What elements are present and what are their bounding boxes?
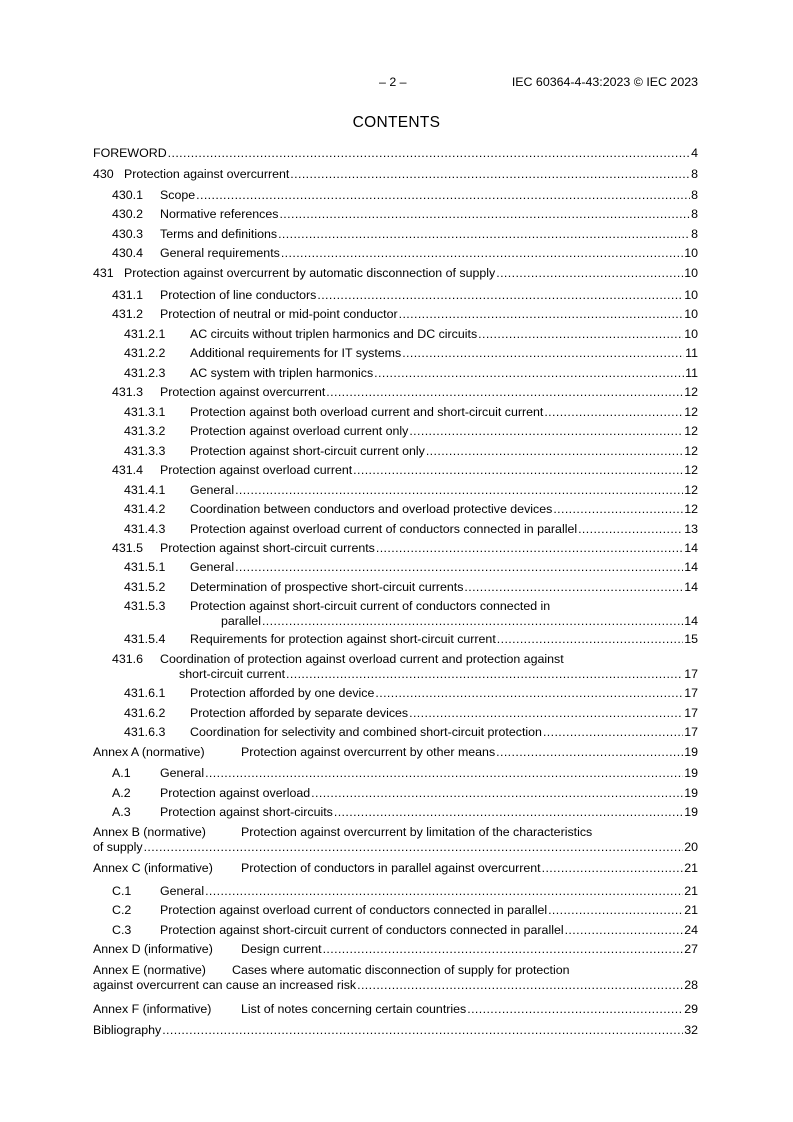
toc-entry-number: Annex A (normative) — [93, 745, 205, 759]
dot-leader — [334, 805, 683, 820]
dot-leader — [262, 614, 683, 629]
toc-entry-number: 431.1 — [112, 288, 144, 302]
toc-entry-number: Annex D (informative) — [93, 942, 213, 956]
toc-entry-title-continued: of supply — [93, 840, 143, 854]
toc-entry-page: 19 — [684, 786, 698, 800]
toc-entry-number: 431.4.1 — [124, 483, 166, 497]
dot-leader — [375, 686, 683, 701]
toc-entry-number: 431.2 — [112, 307, 144, 321]
toc-entry-number: 431.6.3 — [124, 725, 166, 739]
toc-entry-page: 17 — [684, 706, 698, 720]
document-identifier: IEC 60364-4-43:2023 © IEC 2023 — [511, 75, 698, 89]
toc-entry-number: 430.1 — [112, 188, 144, 202]
toc-entry-title: Protection against short-circuit currents — [160, 541, 375, 555]
toc-entry-page: 19 — [684, 766, 698, 780]
toc-entry-title: Design current — [241, 942, 322, 956]
toc-entry-page: 10 — [684, 307, 698, 321]
toc-entry[interactable] — [93, 405, 698, 420]
toc-entry[interactable] — [93, 444, 698, 459]
toc-entry-page: 14 — [684, 541, 698, 555]
dot-leader — [278, 227, 690, 242]
toc-entry-number: 431.5.2 — [124, 580, 166, 594]
toc-entry-title: Terms and definitions — [160, 227, 278, 241]
toc-entry-title: Protection of conductors in parallel against overcurrent — [241, 861, 541, 875]
toc-entry-number: A.1 — [112, 766, 131, 780]
dot-leader — [553, 502, 683, 517]
toc-entry[interactable] — [93, 327, 698, 342]
toc-entry[interactable] — [93, 483, 698, 498]
toc-entry-page: 8 — [691, 167, 698, 181]
dot-leader — [497, 632, 683, 647]
toc-entry-page: 11 — [685, 366, 698, 380]
toc-entry[interactable] — [93, 502, 698, 517]
toc-entry-title: Protection against short-circuit current of conductors connected in — [190, 599, 551, 613]
toc-entry-page: 17 — [684, 725, 698, 739]
toc-entry-number: C.2 — [112, 903, 132, 917]
dot-leader — [467, 1002, 683, 1017]
toc-entry-number: 430.4 — [112, 246, 144, 260]
toc-entry-page: 13 — [684, 522, 698, 536]
page-header — [93, 75, 698, 93]
toc-entry-page: 17 — [684, 686, 698, 700]
toc-entry[interactable] — [93, 188, 698, 203]
toc-entry-page: 12 — [684, 444, 698, 458]
toc-entry[interactable] — [93, 346, 698, 361]
toc-entry-title: Protection against both overload current and short-circuit current — [190, 405, 544, 419]
toc-entry-number: 431.3.3 — [124, 444, 166, 458]
toc-entry[interactable] — [93, 923, 698, 938]
toc-entry-page: 10 — [684, 266, 698, 280]
toc-entry-page: 10 — [684, 246, 698, 260]
toc-entry-title: Protection afforded by one device — [190, 686, 375, 700]
toc-entry-title: Protection against overload — [160, 786, 311, 800]
dot-leader — [353, 463, 683, 478]
toc-entry-title: Requirements for protection against short-circuit current — [190, 632, 496, 646]
toc-entry-title: Protection of neutral or mid-point conductor — [160, 307, 398, 321]
dot-leader — [205, 766, 683, 781]
page-number: – 2 – — [379, 75, 407, 89]
toc-entry-page: 4 — [691, 146, 698, 160]
toc-entry-page: 14 — [684, 580, 698, 594]
toc-entry-page: 17 — [684, 667, 698, 681]
toc-entry-title: Protection against overcurrent — [124, 167, 290, 181]
toc-entry-number: 431.5 — [112, 541, 144, 555]
toc-entry-page: 32 — [684, 1023, 698, 1037]
toc-entry[interactable] — [93, 963, 698, 993]
toc-entry-page: 19 — [684, 805, 698, 819]
toc-entry-title: Cases where automatic disconnection of supply for protection — [232, 963, 570, 977]
toc-entry-number: 431.3.2 — [124, 424, 166, 438]
toc-entry[interactable] — [93, 1002, 698, 1017]
toc-entry-title: Protection of line conductors — [160, 288, 317, 302]
toc-entry-title: Protection against overload current of conductors connected in parallel — [160, 903, 548, 917]
toc-entry[interactable] — [93, 1023, 698, 1038]
toc-entry-title: Protection against overcurrent by automatic disconnection of supply — [124, 266, 496, 280]
toc-entry-page: 21 — [684, 861, 698, 875]
toc-entry-page: 12 — [684, 463, 698, 477]
toc-entry[interactable] — [93, 227, 698, 242]
toc-entry-number: Annex C (informative) — [93, 861, 213, 875]
toc-entry[interactable] — [93, 725, 698, 740]
toc-entry-title: Protection against short-circuit current only — [190, 444, 425, 458]
toc-entry-title-continued: short-circuit current — [179, 667, 286, 681]
dot-leader — [326, 385, 683, 400]
dot-leader — [235, 483, 683, 498]
toc-entry-title: Protection afforded by separate devices — [190, 706, 409, 720]
toc-entry-page: 12 — [684, 483, 698, 497]
toc-entry-number: A.3 — [112, 805, 131, 819]
toc-entry[interactable] — [93, 632, 698, 647]
toc-entry-number: 431.4.2 — [124, 502, 166, 516]
toc-entry-number: C.3 — [112, 923, 132, 937]
toc-entry[interactable] — [93, 167, 698, 182]
toc-entry-title: AC system with triplen harmonics — [190, 366, 374, 380]
dot-leader — [464, 580, 683, 595]
toc-entry-title: Coordination between conductors and overload protective devices — [190, 502, 553, 516]
toc-entry-title: General — [160, 884, 205, 898]
toc-entry[interactable] — [93, 560, 698, 575]
toc-entry-title: General — [190, 483, 235, 497]
toc-entry-title: Protection against overcurrent by limitation of the characteristics — [241, 825, 593, 839]
toc-entry[interactable] — [93, 366, 698, 381]
toc-entry[interactable] — [93, 385, 698, 400]
toc-entry-first-line — [93, 963, 698, 978]
toc-entry[interactable] — [93, 786, 698, 801]
toc-entry-first-line — [93, 599, 698, 614]
toc-entry-number: 431.3.1 — [124, 405, 166, 419]
toc-entry-number: 431.4.3 — [124, 522, 166, 536]
toc-entry-page: 19 — [684, 745, 698, 759]
toc-entry-title: Protection against overload current — [160, 463, 353, 477]
dot-leader — [409, 706, 683, 721]
toc-entry[interactable] — [93, 599, 698, 629]
toc-entry-page: 8 — [691, 227, 698, 241]
toc-entry[interactable] — [93, 942, 698, 957]
toc-entry-number: A.2 — [112, 786, 131, 800]
toc-entry[interactable] — [93, 522, 698, 537]
dot-leader — [323, 942, 684, 957]
toc-entry-title: Scope — [160, 188, 196, 202]
toc-entry-number: 431.5.3 — [124, 599, 166, 613]
dot-leader — [286, 667, 683, 682]
toc-entry[interactable] — [93, 861, 698, 876]
toc-entry-page: 8 — [691, 207, 698, 221]
toc-entry-page: 21 — [684, 884, 698, 898]
dot-leader — [317, 288, 683, 303]
toc-entry-title-continued: against overcurrent can cause an increased risk — [93, 978, 357, 992]
dot-leader — [376, 541, 683, 556]
toc-entry-first-line — [93, 652, 698, 667]
toc-entry[interactable] — [93, 424, 698, 439]
dot-leader — [168, 146, 690, 161]
dot-leader — [162, 1023, 683, 1038]
dot-leader — [496, 745, 683, 760]
toc-entry-number: 431.6.1 — [124, 686, 166, 700]
toc-entry-title: Determination of prospective short-circuit currents — [190, 580, 464, 594]
toc-entry-title: Bibliography — [93, 1023, 162, 1037]
dot-leader — [281, 246, 683, 261]
dot-leader — [374, 366, 684, 381]
toc-entry-title: Protection against overcurrent — [160, 385, 326, 399]
toc-entry-number: 431.3 — [112, 385, 144, 399]
toc-entry-title: General — [190, 560, 235, 574]
toc-entry-number: 431.2.2 — [124, 346, 166, 360]
toc-entry-number: 431.6 — [112, 652, 144, 666]
toc-entry[interactable] — [93, 686, 698, 701]
toc-entry[interactable] — [93, 825, 698, 855]
toc-entry[interactable] — [93, 652, 698, 682]
toc-entry-number: 430.2 — [112, 207, 144, 221]
toc-entry[interactable] — [93, 766, 698, 781]
toc-entry-number: 431.5.4 — [124, 632, 166, 646]
toc-entry-page: 28 — [684, 978, 698, 992]
dot-leader — [357, 978, 683, 993]
toc-entry-page: 21 — [684, 903, 698, 917]
toc-entry-title: FOREWORD — [93, 146, 167, 160]
toc-entry-title: Protection against short-circuits — [160, 805, 333, 819]
dot-leader — [478, 327, 683, 342]
toc-entry-page: 11 — [685, 346, 698, 360]
toc-entry-title: Protection against short-circuit current of conductors connected in parallel — [160, 923, 564, 937]
toc-entry-number: 431 — [93, 266, 114, 280]
toc-entry[interactable] — [93, 207, 698, 222]
toc-entry-number: C.1 — [112, 884, 132, 898]
dot-leader — [426, 444, 683, 459]
toc-entry-title-continued: parallel — [221, 614, 261, 628]
dot-leader — [279, 207, 690, 222]
dot-leader — [399, 307, 684, 322]
dot-leader — [144, 840, 684, 855]
toc-entry-title: Protection against overload current only — [190, 424, 409, 438]
dot-leader — [409, 424, 683, 439]
toc-entry[interactable] — [93, 706, 698, 721]
toc-entry-number: 431.2.1 — [124, 327, 166, 341]
toc-entry-number: 431.2.3 — [124, 366, 166, 380]
toc-entry-title: AC circuits without triplen harmonics and DC circuits — [190, 327, 478, 341]
dot-leader — [311, 786, 683, 801]
dot-leader — [496, 266, 683, 281]
toc-entry-page: 29 — [684, 1002, 698, 1016]
toc-entry-number: 430 — [93, 167, 114, 181]
toc-entry[interactable] — [93, 903, 698, 918]
toc-entry[interactable] — [93, 146, 698, 161]
toc-entry-number: Annex B (normative) — [93, 825, 206, 839]
toc-entry-title: Protection against overload current of conductors connected in parallel — [190, 522, 578, 536]
toc-entry-page: 12 — [684, 424, 698, 438]
toc-entry-page: 20 — [684, 840, 698, 854]
toc-entry-number: 430.3 — [112, 227, 144, 241]
toc-entry[interactable] — [93, 884, 698, 899]
toc-entry-page: 27 — [684, 942, 698, 956]
dot-leader — [542, 861, 684, 876]
toc-entry-page: 12 — [684, 405, 698, 419]
toc-entry-number: 431.4 — [112, 463, 144, 477]
dot-leader — [544, 405, 683, 420]
toc-entry-page: 12 — [684, 502, 698, 516]
toc-entry-page: 8 — [691, 188, 698, 202]
toc-entry-page: 14 — [684, 614, 698, 628]
toc-entry[interactable] — [93, 266, 698, 281]
toc-entry-title: Coordination of protection against overload current and protection against — [160, 652, 564, 666]
page-title: CONTENTS — [352, 114, 441, 131]
toc-entry-page: 24 — [684, 923, 698, 937]
toc-entry-title: List of notes concerning certain countries — [241, 1002, 467, 1016]
toc-entry-number: 431.5.1 — [124, 560, 166, 574]
toc-entry[interactable] — [93, 246, 698, 261]
dot-leader — [578, 522, 683, 537]
toc-entry[interactable] — [93, 307, 698, 322]
toc-entry-page: 10 — [684, 288, 698, 302]
toc-entry-title: Coordination for selectivity and combined short-circuit protection — [190, 725, 542, 739]
dot-leader — [205, 884, 683, 899]
toc-entry[interactable] — [93, 288, 698, 303]
toc-entry-title: Additional requirements for IT systems — [190, 346, 402, 360]
dot-leader — [290, 167, 690, 182]
dot-leader — [196, 188, 690, 203]
toc-entry[interactable] — [93, 805, 698, 820]
toc-entry[interactable] — [93, 463, 698, 478]
toc-entry-title: Normative references — [160, 207, 279, 221]
dot-leader — [548, 903, 683, 918]
toc-entry-page: 10 — [684, 327, 698, 341]
dot-leader — [235, 560, 683, 575]
toc-entry[interactable] — [93, 580, 698, 595]
toc-entry-first-line — [93, 825, 698, 840]
dot-leader — [402, 346, 684, 361]
toc-entry-page: 12 — [684, 385, 698, 399]
toc-entry-number: Annex E (normative) — [93, 963, 206, 977]
dot-leader — [543, 725, 683, 740]
toc-entry-number: Annex F (informative) — [93, 1002, 212, 1016]
toc-entry-page: 14 — [684, 560, 698, 574]
toc-entry-title: General — [160, 766, 205, 780]
toc-entry-page: 15 — [684, 632, 698, 646]
toc-entry-title: General requirements — [160, 246, 280, 260]
toc-entry[interactable] — [93, 745, 698, 760]
toc-entry[interactable] — [93, 541, 698, 556]
dot-leader — [565, 923, 684, 938]
toc-entry-title: Protection against overcurrent by other means — [241, 745, 496, 759]
toc-entry-number: 431.6.2 — [124, 706, 166, 720]
